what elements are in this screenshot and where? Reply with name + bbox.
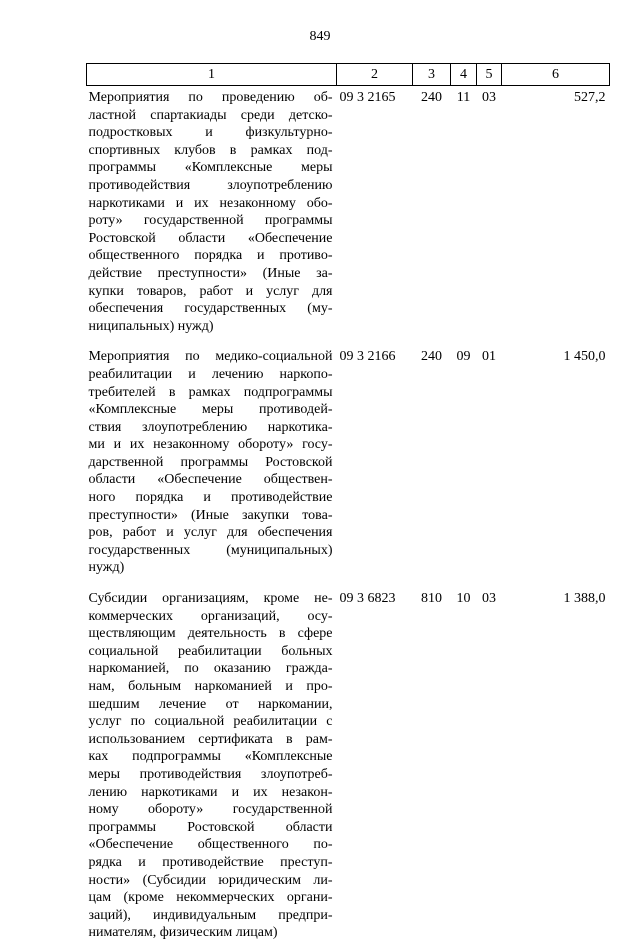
row-name-line: шедшим лечение от наркомании, <box>88 696 333 712</box>
row-name-line: коммерческих организаций, осу- <box>88 608 333 624</box>
row-subsection: 03 <box>482 591 496 607</box>
row-expense-type: 240 <box>421 349 442 365</box>
row-name-line: противодействия злоупотреблению <box>88 177 333 193</box>
row-name-line: меры противодействия злоупотреб- <box>88 766 333 782</box>
row-name-line: государственных (муниципальных) <box>88 542 333 558</box>
header-col-expense-type: 3 <box>413 64 451 86</box>
table-row <box>87 86 610 346</box>
row-name-line: Мероприятия по медико-социальной <box>88 349 333 365</box>
row-name-line: нимателям, физическим лицам) <box>88 925 278 941</box>
table-body <box>87 86 610 952</box>
row-name-line: реабилитации и лечению наркопо- <box>88 366 333 382</box>
row-name-line: «Обеспечение общественного по- <box>88 837 333 853</box>
row-name-line: программы «Комплексные меры <box>88 160 333 176</box>
row-name-line: «Комплексные меры противодей- <box>88 402 333 418</box>
row-name-line: использованием сертификата в рам- <box>88 731 333 747</box>
row-code: 09 3 2165 <box>339 90 396 105</box>
budget-table <box>86 63 610 952</box>
row-code: 09 3 6823 <box>339 591 396 607</box>
table-row <box>87 345 610 587</box>
row-name-line: области «Обеспечение обществен- <box>88 472 333 488</box>
row-name-line: обеспечения государственных (му- <box>88 301 333 317</box>
row-section: 10 <box>456 591 471 607</box>
row-name-line: наркотиками и их незаконному обо- <box>88 195 333 211</box>
row-name-line: Субсидии организациям, кроме не- <box>88 591 333 607</box>
header-col-subsection: 5 <box>477 64 502 86</box>
row-name-line: Мероприятия по проведению об- <box>88 90 333 105</box>
row-name-line: ластной спартакиады среди детско- <box>88 107 333 123</box>
row-name-line: роту» государственной программы <box>88 213 333 229</box>
header-row <box>87 64 610 86</box>
row-name-line: подростковых и физкультурно- <box>88 125 333 141</box>
row-name-line: услуг по социальной реабилитации с <box>88 714 333 730</box>
row-subsection: 03 <box>482 90 496 105</box>
row-name-line: ности» (Субсидии юридическим ли- <box>88 872 333 888</box>
row-name-line: дарственной программы Ростовской <box>88 454 333 470</box>
row-name-line: цам (кроме некоммерческих органи- <box>88 890 333 906</box>
row-name-line: купки товаров, работ и услуг для <box>88 283 333 299</box>
header-col-code: 2 <box>337 64 413 86</box>
row-name-line: ров, работ и услуг для обеспечения <box>88 525 333 541</box>
row-sum: 1 450,0 <box>563 349 606 365</box>
row-sum: 1 388,0 <box>563 591 606 607</box>
row-name-line: ствия злоупотреблению наркотика- <box>88 419 333 435</box>
table-header <box>87 64 610 86</box>
row-name-line: ному обороту» государственной <box>88 802 333 818</box>
row-section: 11 <box>456 90 471 105</box>
row-name <box>87 86 337 346</box>
row-name-line: ществляющим деятельность в сфере <box>88 626 333 642</box>
row-name-line: заций), индивидуальным предпри- <box>88 907 333 923</box>
row-name-line: преступности» (Иные закупки това- <box>88 507 333 523</box>
row-name-line: общественного порядка и противо- <box>88 248 333 264</box>
row-name-line: ми и их незаконному обороту» госу- <box>88 437 333 453</box>
row-name-line: социальной реабилитации больных <box>88 643 333 659</box>
row-name-line: нужд) <box>88 560 125 576</box>
row-name-line: наркоманией, по оказанию гражда- <box>88 661 333 677</box>
row-name <box>87 587 337 952</box>
row-name-line: ках подпрограммы «Комплексные <box>88 749 333 765</box>
header-col-section: 4 <box>451 64 477 86</box>
page-number: 849 <box>309 29 331 44</box>
row-name-line: нам, больным наркоманией и про- <box>88 679 333 694</box>
row-name <box>87 345 337 587</box>
row-name-line: ного порядка и противодействие <box>88 490 333 506</box>
row-name-line: требителей в рамках подпрограммы <box>88 384 333 400</box>
header-col-sum: 6 <box>502 64 610 86</box>
row-name-line: ниципальных) нужд) <box>88 318 214 334</box>
row-name-line: действие преступности» (Иные за- <box>88 265 333 281</box>
table-row <box>87 587 610 952</box>
row-name-line: рядка и противодействие преступ- <box>88 854 333 870</box>
row-expense-type: 810 <box>421 591 442 607</box>
header-col-name: 1 <box>87 64 337 86</box>
row-name-line: лению наркотиками и их незакон- <box>88 784 333 800</box>
row-section: 09 <box>456 349 471 365</box>
row-name-line: Ростовской области «Обеспечение <box>88 230 333 246</box>
row-code: 09 3 2166 <box>339 349 396 365</box>
row-name-line: программы Ростовской области <box>88 819 333 835</box>
row-name-line: спортивных клубов в рамках под- <box>88 142 333 158</box>
row-expense-type: 240 <box>421 90 442 105</box>
row-sum: 527,2 <box>574 90 606 105</box>
row-subsection: 01 <box>482 349 496 365</box>
